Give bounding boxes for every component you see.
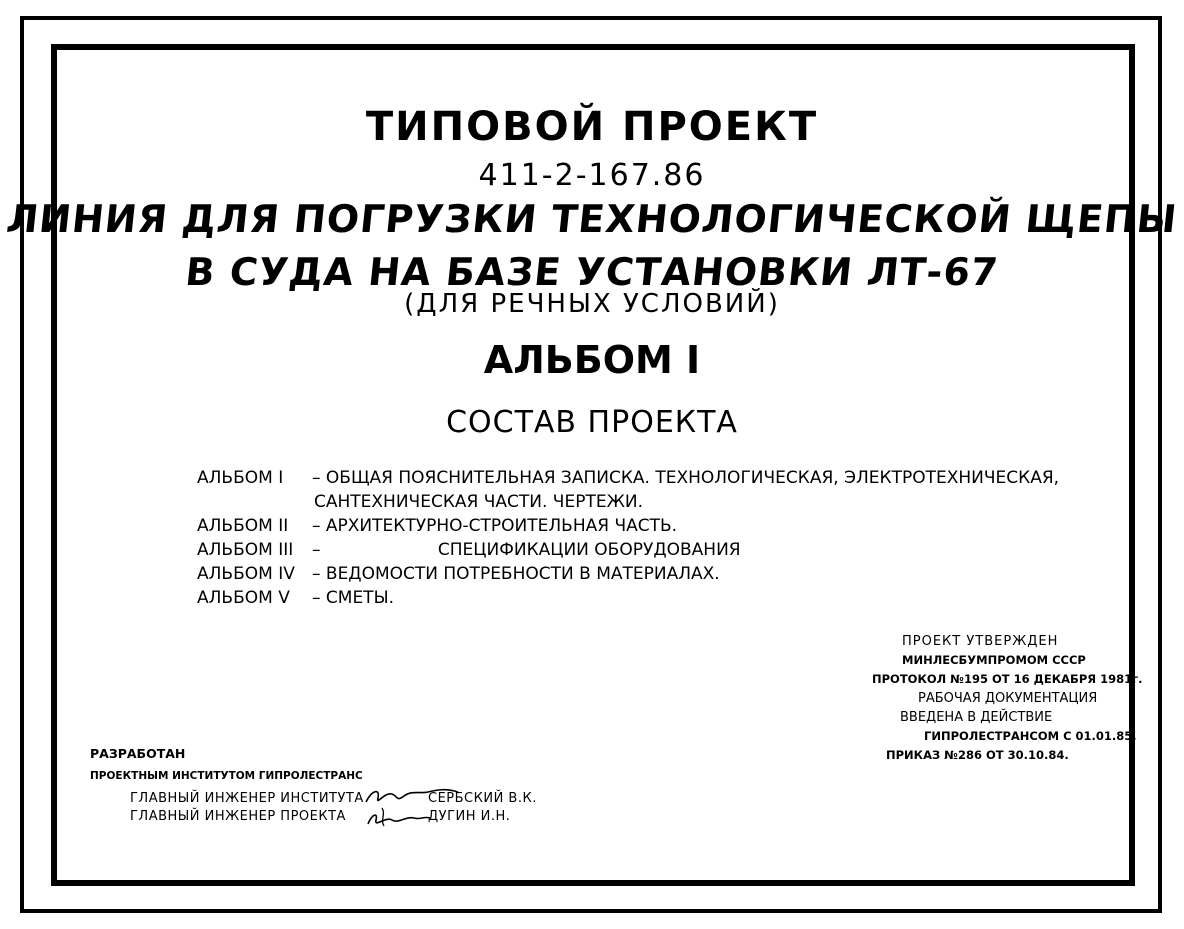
album-description: ОБЩАЯ ПОЯСНИТЕЛЬНАЯ ЗАПИСКА. ТЕХНОЛОГИЧЕСКАЯ, ЭЛЕКТРОТЕХНИЧЕСКАЯ, (325, 468, 1060, 488)
approval-line: ПРОТОКОЛ №195 ОТ 16 ДЕКАБРЯ 1981г. (872, 672, 1143, 686)
album-dash: – (312, 516, 326, 536)
developer-institute: ПРОЕКТНЫМ ИНСТИТУТОМ ГИПРОЛЕСТРАНС (90, 770, 363, 782)
developer-label: РАЗРАБОТАН (90, 746, 186, 761)
album-dash: – (312, 468, 326, 488)
album-row (197, 514, 1059, 538)
signatory-name: СЕРБСКИЙ В.К. (428, 791, 537, 806)
approval-line: ПРИКАЗ №286 ОТ 30.10.84. (886, 748, 1069, 762)
album-label: АЛЬБОМ I (197, 468, 284, 488)
approval-line: ГИПРОЛЕСТРАНСОМ С 01.01.85, (924, 729, 1137, 743)
album-dash: – (312, 564, 326, 584)
signatory-row (130, 790, 537, 808)
album-label: АЛЬБОМ IV (197, 564, 295, 584)
album-dash: – (312, 588, 326, 608)
composition-heading: СОСТАВ ПРОЕКТА (446, 405, 738, 440)
album-dash: – (312, 540, 326, 560)
album-row (197, 466, 1059, 490)
approval-line: ВВЕДЕНА В ДЕЙСТВИЕ (900, 710, 1053, 725)
album-description: АРХИТЕКТУРНО-СТРОИТЕЛЬНАЯ ЧАСТЬ. (325, 516, 678, 536)
album-list (197, 466, 1059, 610)
project-name-line-2: В СУДА НА БАЗЕ УСТАНОВКИ ЛТ-67 (183, 250, 1001, 294)
signatories (130, 790, 537, 826)
album-label: АЛЬБОМ V (197, 588, 290, 608)
album-label: АЛЬБОМ III (197, 540, 294, 560)
signatory-post: ГЛАВНЫЙ ИНЖЕНЕР ИНСТИТУТА (130, 791, 364, 806)
album-description: СМЕТЫ. (325, 588, 394, 608)
approval-line: МИНЛЕСБУМПРОМОМ СССР (902, 653, 1086, 667)
album-row (197, 562, 1059, 586)
signatory-row (130, 808, 537, 826)
album-row (197, 586, 1059, 610)
project-heading: ТИПОВОЙ ПРОЕКТ (365, 104, 819, 150)
approval-block (872, 632, 1143, 765)
album-description-continued: САНТЕХНИЧЕСКАЯ ЧАСТИ. ЧЕРТЕЖИ. (314, 492, 644, 512)
project-code: 411-2-167.86 (478, 158, 706, 193)
project-name-line-1: ЛИНИЯ ДЛЯ ПОГРУЗКИ ТЕХНОЛОГИЧЕСКОЙ ЩЕПЫ (4, 197, 1180, 241)
signatory-post: ГЛАВНЫЙ ИНЖЕНЕР ПРОЕКТА (130, 809, 346, 824)
developer-block (90, 743, 363, 787)
handwritten-signature (362, 780, 462, 832)
project-conditions: (ДЛЯ РЕЧНЫХ УСЛОВИЙ) (404, 289, 780, 319)
album-label: АЛЬБОМ II (197, 516, 289, 536)
album-title: АЛЬБОМ I (483, 338, 701, 382)
approval-line: ПРОЕКТ УТВЕРЖДЕН (902, 634, 1059, 649)
approval-line: РАБОЧАЯ ДОКУМЕНТАЦИЯ (918, 691, 1098, 706)
album-description: ВЕДОМОСТИ ПОТРЕБНОСТИ В МАТЕРИАЛАХ. (325, 564, 720, 584)
signatory-name: ДУГИН И.Н. (428, 809, 511, 824)
album-row (197, 538, 1059, 562)
album-description: СПЕЦИФИКАЦИИ ОБОРУДОВАНИЯ (437, 540, 741, 560)
